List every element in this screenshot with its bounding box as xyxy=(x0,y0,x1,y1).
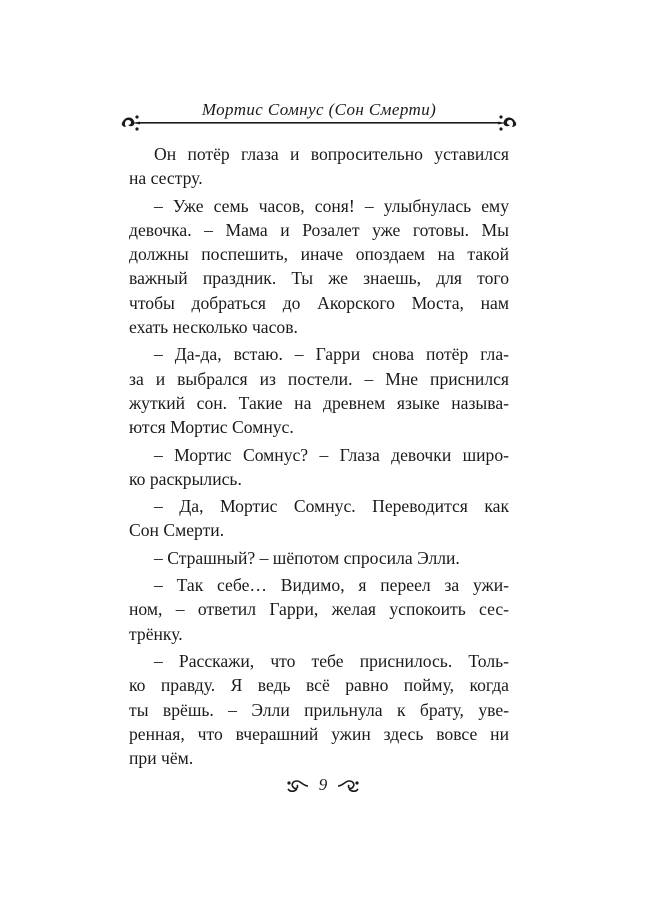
header-rule-ornament xyxy=(118,112,520,134)
text-line: ренная, что вчерашний ужин здесь вовсе ни xyxy=(129,723,509,744)
paragraph xyxy=(129,573,509,646)
body-text xyxy=(129,142,509,770)
paragraph xyxy=(129,142,509,191)
text-line: ко раскрылись. xyxy=(129,468,242,489)
text-line: ехать несколько часов. xyxy=(129,317,298,338)
text-line: – Мортис Сомнус? – Глаза девочки широ- xyxy=(154,444,509,465)
text-line: Он потёр глаза и вопросительно уставился xyxy=(154,144,509,164)
text-line: ко правду. Я ведь всё равно пойму, когда xyxy=(129,675,509,696)
text-line: на сестру. xyxy=(129,168,203,189)
text-line: девочка. – Мама и Розалет уже готовы. Мы xyxy=(129,219,509,240)
text-line: при чём. xyxy=(129,748,194,769)
text-line: жуткий сон. Такие на древнем языке называ- xyxy=(129,392,509,413)
text-line: – Да, Мортис Сомнус. Переводится как xyxy=(154,496,509,517)
text-line: трёнку. xyxy=(129,623,183,644)
text-line: – Да-да, встаю. – Гарри снова потёр гла- xyxy=(154,344,509,365)
page-footer xyxy=(282,773,364,799)
running-title: Мортис Сомнус (Сон Смерти) xyxy=(201,100,437,119)
paragraph xyxy=(129,546,509,570)
text-line: должны поспешить, иначе опоздаем на такой xyxy=(129,244,509,265)
right-flourish-icon xyxy=(336,777,360,795)
paragraph xyxy=(129,649,509,770)
text-line: Сон Смерти. xyxy=(129,520,225,541)
text-line: ном, – ответил Гарри, желая успокоить сес- xyxy=(129,599,509,620)
paragraph xyxy=(129,494,509,543)
text-line: ты врёшь. – Элли прильнула к брату, уве- xyxy=(129,699,509,720)
text-line: за и выбрался из постели. – Мне приснился xyxy=(129,368,509,389)
paragraph xyxy=(129,443,509,492)
text-line: – Расскажи, что тебе приснилось. Толь- xyxy=(154,650,509,671)
text-line: – Страшный? – шёпотом спросила Элли. xyxy=(154,547,460,568)
text-line: важный праздник. Ты же знаешь, для того xyxy=(129,268,509,289)
text-line: – Так себе… Видимо, я переел за ужи- xyxy=(154,575,509,596)
page-number: 9 xyxy=(318,775,328,794)
text-line: чтобы добраться до Акорского Моста, нам xyxy=(129,292,509,313)
text-line: – Уже семь часов, соня! – улыбнулась ему xyxy=(154,195,509,216)
running-header xyxy=(118,96,520,136)
paragraph xyxy=(129,342,509,439)
paragraph xyxy=(129,194,509,340)
text-line: ются Мортис Сомнус. xyxy=(129,417,294,438)
